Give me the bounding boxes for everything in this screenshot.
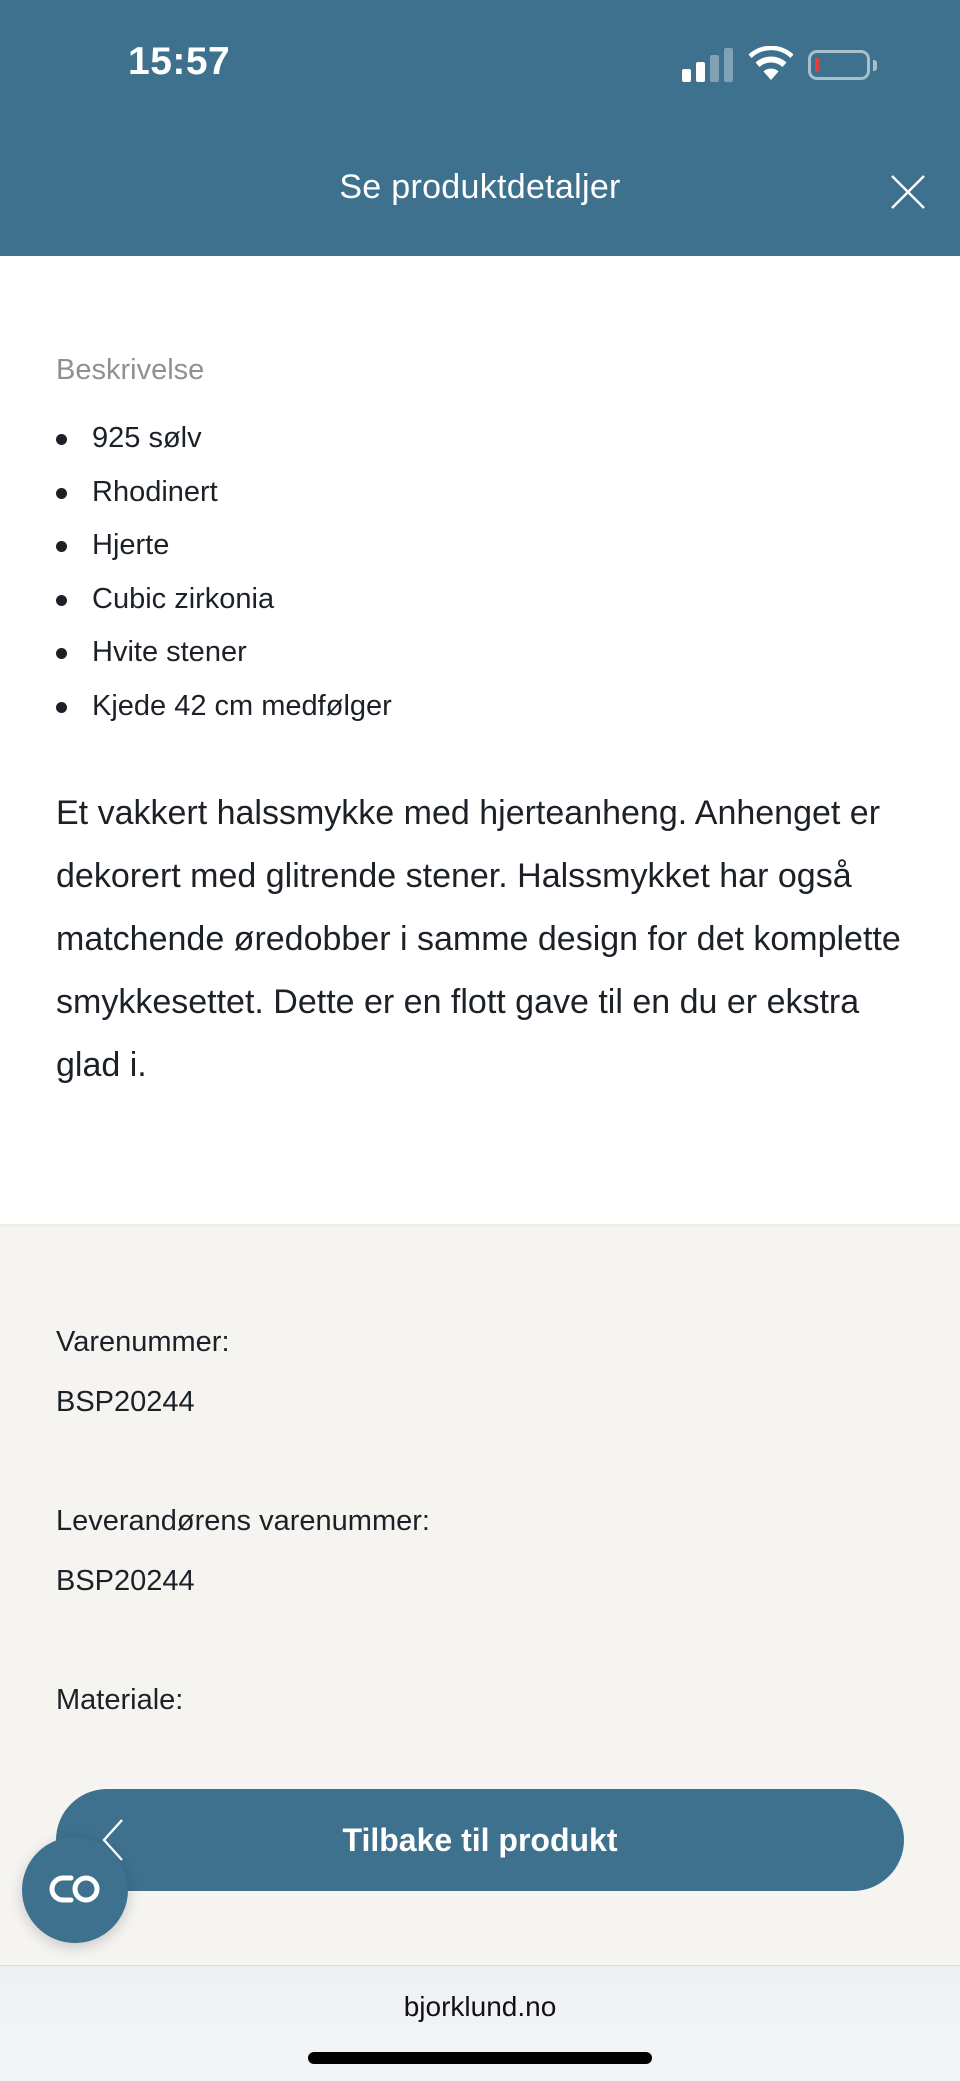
list-item: Hjerte	[56, 519, 392, 573]
feature-list	[56, 412, 392, 734]
wifi-icon	[748, 46, 794, 82]
battery-icon	[808, 50, 870, 80]
back-to-product-button[interactable]	[56, 1789, 904, 1891]
close-icon[interactable]	[888, 172, 928, 212]
page-title: Se produktdetaljer	[339, 168, 621, 206]
chat-button[interactable]	[22, 1837, 128, 1943]
list-item: 925 sølv	[56, 412, 392, 466]
home-indicator[interactable]	[308, 2052, 652, 2064]
back-button-label: Tilbake til produkt	[342, 1822, 618, 1858]
supplier-item-number-label: Leverandørens varenummer:	[56, 1505, 430, 1537]
list-item: Cubic zirkonia	[56, 573, 392, 627]
list-item: Kjede 42 cm medfølger	[56, 680, 392, 734]
chat-link-icon	[49, 1873, 103, 1905]
material-label: Materiale:	[56, 1684, 184, 1716]
description-paragraph: Et vakkert halssmykke med hjerteanheng. Anhenget er dekorert med glitrende stener. Halssmykket har også matchende øredobber i samme design for det komplette smykkesettet. Dette er en flott gave til en du er ekstra glad i.	[56, 794, 901, 1084]
status-time: 15:57	[128, 40, 231, 83]
browser-address-bar	[0, 1965, 960, 2081]
header	[0, 0, 960, 256]
battery-cap	[873, 60, 877, 71]
description-section	[0, 256, 960, 1224]
cellular-signal-icon	[682, 46, 738, 82]
list-item: Hvite stener	[56, 626, 392, 680]
list-item: Rhodinert	[56, 466, 392, 520]
battery-level	[815, 58, 819, 72]
url-text[interactable]: bjorklund.no	[403, 1991, 557, 2022]
description-heading: Beskrivelse	[56, 354, 205, 386]
item-number-value: BSP20244	[56, 1386, 195, 1418]
supplier-item-number-value: BSP20244	[56, 1565, 195, 1597]
item-number-label: Varenummer:	[56, 1326, 230, 1358]
